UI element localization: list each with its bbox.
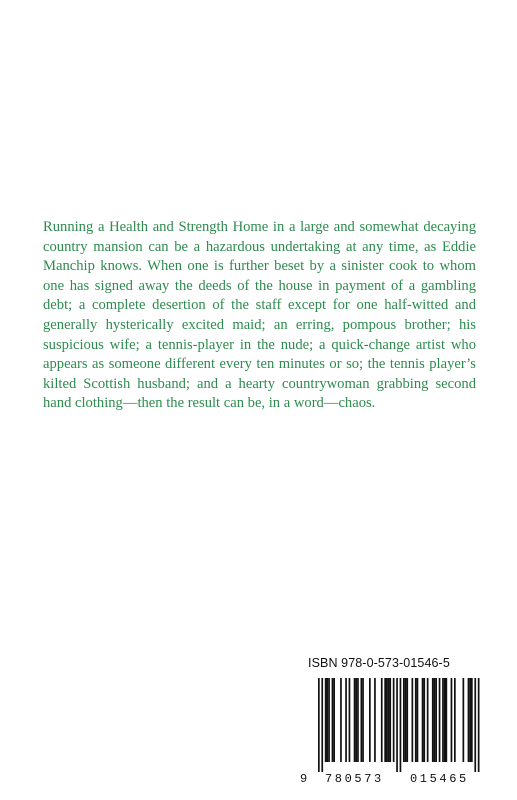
barcode-bar bbox=[423, 678, 425, 762]
barcode-bar bbox=[468, 678, 470, 762]
barcode-guard-bar bbox=[400, 678, 402, 772]
barcode-bar bbox=[340, 678, 342, 762]
barcode-bar bbox=[361, 678, 363, 762]
isbn-label: ISBN 978-0-573-01546-5 bbox=[308, 656, 450, 670]
barcode-bar bbox=[332, 678, 334, 762]
barcode-bar bbox=[345, 678, 347, 762]
barcode-bar bbox=[415, 678, 417, 762]
barcode-bar bbox=[422, 678, 424, 762]
barcode-bar bbox=[446, 678, 448, 762]
barcode-bar bbox=[439, 678, 441, 762]
barcode-bar bbox=[427, 678, 429, 762]
barcode-bar bbox=[357, 678, 359, 762]
barcode-bar bbox=[442, 678, 444, 762]
barcode-bar bbox=[362, 678, 364, 762]
barcode-left-group: 780573 bbox=[325, 772, 384, 786]
barcode-right-group: 015465 bbox=[410, 772, 469, 786]
barcode-bar bbox=[469, 678, 471, 762]
barcode-bar bbox=[434, 678, 436, 762]
barcode-bar bbox=[355, 678, 357, 762]
barcode-bars bbox=[308, 678, 483, 772]
barcode-bar bbox=[393, 678, 395, 762]
barcode-bar bbox=[327, 678, 329, 762]
barcode-bar bbox=[403, 678, 405, 762]
barcode-bar bbox=[412, 678, 414, 762]
barcode-bar bbox=[349, 678, 351, 762]
barcode-guard-bar bbox=[321, 678, 323, 772]
barcode-bar bbox=[463, 678, 465, 762]
barcode-bar bbox=[388, 678, 390, 762]
barcode-bar bbox=[451, 678, 453, 762]
barcode-bar bbox=[328, 678, 330, 762]
isbn-barcode bbox=[308, 678, 483, 766]
blurb-text: Running a Health and Strength Home in a large and somewhat decaying country mansion can be a hazardous undertaking at any time, as Eddie Manchip knows. When one is further beset by a sinister cook to whom one has signed away the deeds of the house in payment of a gambling debt; a complete desertion of the staff except for one half-witted and generally hysterically excited maid; an erring, pompous brother; his suspicious wife; a tennis-player in the nude; a quick-change artist who appears as someone different every ten minutes or so; the tennis player’s kilted Scottish husband; and a hearty countrywoman grabbing second hand clothing—then the result can be, in a word—chaos. bbox=[43, 219, 476, 412]
barcode-guard-bar bbox=[474, 678, 476, 772]
barcode-guard-bar bbox=[478, 678, 480, 772]
barcode-bar bbox=[435, 678, 437, 762]
barcode-bar bbox=[454, 678, 456, 762]
barcode-bar bbox=[444, 678, 446, 762]
barcode-bar bbox=[381, 678, 383, 762]
barcode-bar bbox=[406, 678, 408, 762]
barcode-bar bbox=[471, 678, 473, 762]
barcode-lead-digit: 9 bbox=[300, 772, 310, 786]
barcode-bar bbox=[325, 678, 327, 762]
barcode-bar bbox=[432, 678, 434, 762]
barcode-bar bbox=[384, 678, 386, 762]
barcode-bar bbox=[389, 678, 391, 762]
barcode-bar bbox=[374, 678, 376, 762]
barcode-bar bbox=[417, 678, 419, 762]
barcode-guard-bar bbox=[318, 678, 320, 772]
barcode-guard-bar bbox=[396, 678, 398, 772]
barcode-bar bbox=[333, 678, 335, 762]
barcode-bar bbox=[405, 678, 407, 762]
barcode-bar bbox=[354, 678, 356, 762]
barcode-bar bbox=[369, 678, 371, 762]
barcode-bar bbox=[386, 678, 388, 762]
